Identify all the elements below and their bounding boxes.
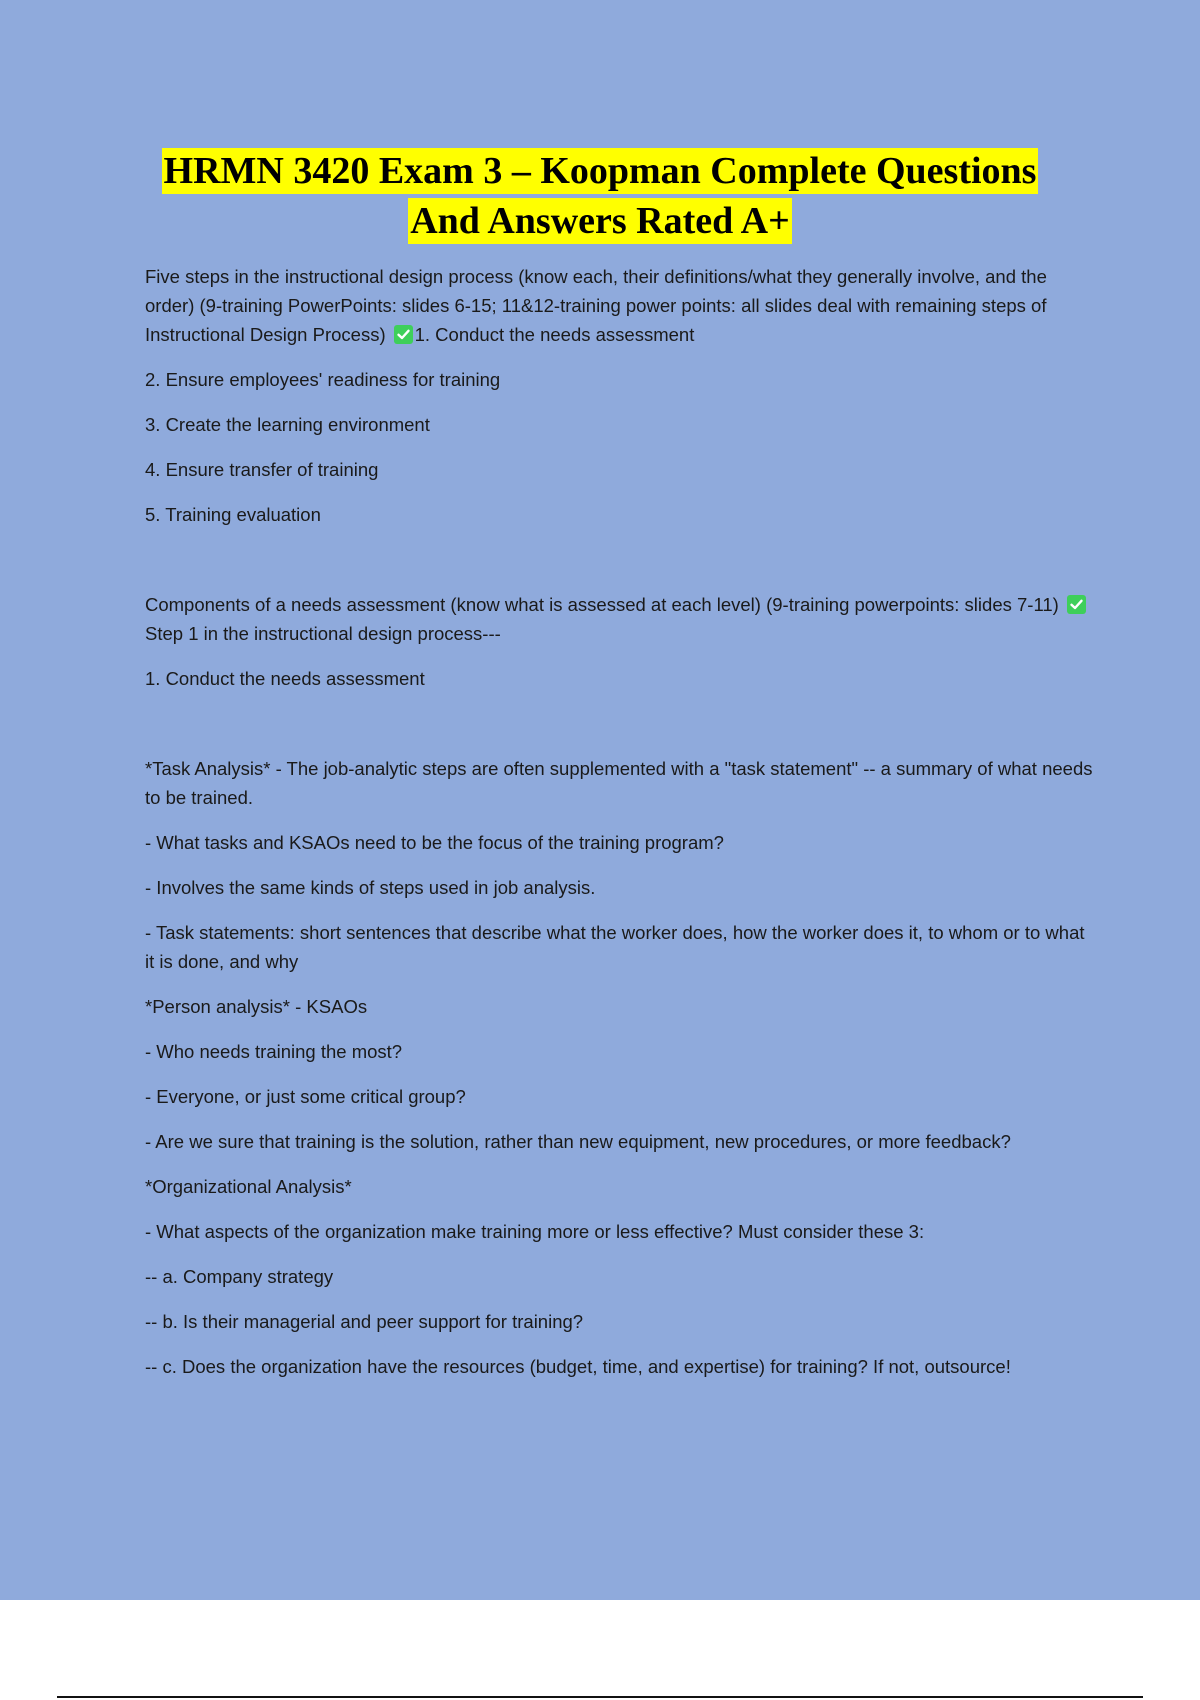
q2-answer-line: *Task Analysis* - The job-analytic steps are often supplemented with a "task statement" -- a summary of what needs to be trained. xyxy=(145,758,1093,808)
section-spacer xyxy=(145,545,1095,590)
q2-answer-line: - What aspects of the organization make training more or less effective? Must consider these 3: xyxy=(145,1221,925,1242)
q1-answer-line: 5. Training evaluation xyxy=(145,504,321,525)
q1-question: Five steps in the instructional design process (know each, their definitions/what they generally involve, and the order) (9-training PowerPoints: slides 6-15; 11&12-training power points: all slides deal with remaining steps of Instructional Design Process) xyxy=(145,266,1047,345)
q2-answer-line: - Who needs training the most? xyxy=(145,1041,403,1062)
q2-question: Components of a needs assessment (know what is assessed at each level) (9-training powerpoints: slides 7-11) xyxy=(145,594,1059,615)
q2-answer-first: Step 1 in the instructional design process--- xyxy=(145,623,501,644)
q2-answer-line: - Task statements: short sentences that describe what the worker does, how the worker does it, to whom or to what it is done, and why xyxy=(145,922,1085,972)
section-spacer xyxy=(145,709,1095,754)
footer-divider xyxy=(57,1696,1143,1698)
document-body xyxy=(145,262,1095,1397)
check-mark-icon xyxy=(394,325,413,344)
q1-question-paragraph xyxy=(145,262,1095,349)
q2-answer-line: - Involves the same kinds of steps used in job analysis. xyxy=(145,877,596,898)
q2-answer-line: *Organizational Analysis* xyxy=(145,1176,352,1197)
q1-answer-line: 4. Ensure transfer of training xyxy=(145,459,379,480)
q2-answer-line: 1. Conduct the needs assessment xyxy=(145,668,425,689)
q2-answer-line: -- c. Does the organization have the resources (budget, time, and expertise) for training? If not, outsource! xyxy=(145,1356,1011,1377)
check-mark-icon xyxy=(1067,595,1086,614)
q2-answer-line: *Person analysis* - KSAOs xyxy=(145,996,368,1017)
q2-answer-line: - What tasks and KSAOs need to be the focus of the training program? xyxy=(145,832,724,853)
title-line-2: And Answers Rated A+ xyxy=(410,200,790,242)
document-title xyxy=(0,146,1200,246)
q2-answer-line: -- a. Company strategy xyxy=(145,1266,334,1287)
title-line-1: HRMN 3420 Exam 3 – Koopman Complete Questions xyxy=(163,150,1037,192)
q2-answer-line: - Everyone, or just some critical group? xyxy=(145,1086,466,1107)
q2-answer-line: -- b. Is their managerial and peer support for training? xyxy=(145,1311,584,1332)
q2-question-paragraph xyxy=(145,590,1095,648)
q1-answer-first: 1. Conduct the needs assessment xyxy=(414,324,695,345)
q1-answer-line: 2. Ensure employees' readiness for training xyxy=(145,369,501,390)
q2-answer-line: - Are we sure that training is the solution, rather than new equipment, new procedures, or more feedback? xyxy=(145,1131,1011,1152)
q1-answer-line: 3. Create the learning environment xyxy=(145,414,430,435)
